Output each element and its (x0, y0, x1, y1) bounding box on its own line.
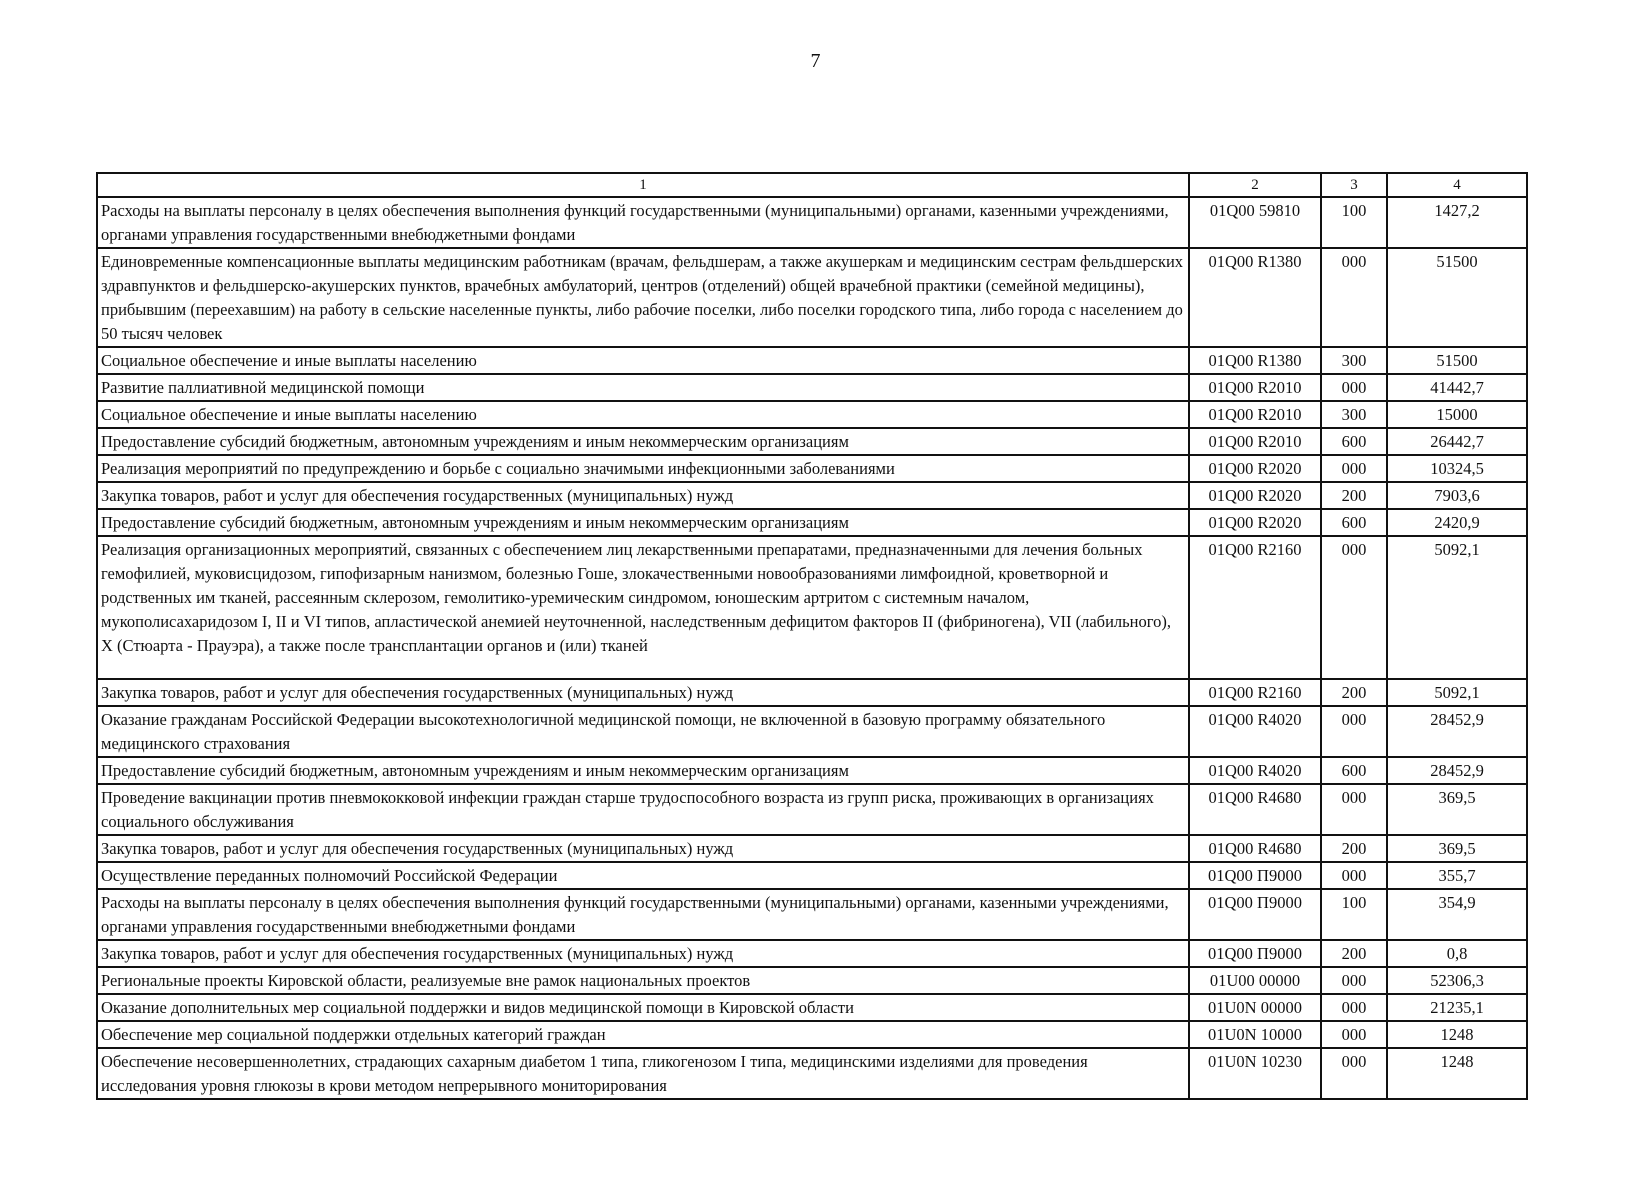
amount: 10324,5 (1387, 455, 1527, 482)
amount: 0,8 (1387, 940, 1527, 967)
budget-table (96, 172, 1528, 1100)
table-row (97, 536, 1527, 679)
amount: 369,5 (1387, 835, 1527, 862)
expense-name: Реализация организационных мероприятий, связанных с обеспечением лиц лекарственными препаратами, предназначенными для лечения больных гемофилией, муковисцидозом, гипофизарным нанизмом, болезнью Гоше, злокачественными новообразованиями лимфоидной, кроветворной и родственных им тканей, рассеянным склерозом, гемолитико-уремическим синдромом, юношеским артритом с системным началом, мукополисахаридозом I, II и VI типов, апластической анемией неуточненной, наследственным дефицитом факторов II (фибриногена), VII (лабильного), X (Стюарта - Прауэра), а также после трансплантации органов и (или) тканей (97, 536, 1189, 679)
amount: 28452,9 (1387, 757, 1527, 784)
amount: 51500 (1387, 347, 1527, 374)
expense-name: Расходы на выплаты персоналу в целях обеспечения выполнения функций государственными (муниципальными) органами, казенными учреждениями, органами управления государственными внебюджетными фондами (97, 889, 1189, 940)
amount: 21235,1 (1387, 994, 1527, 1021)
table-row (97, 1048, 1527, 1099)
expense-type-code: 000 (1321, 374, 1387, 401)
table-row (97, 455, 1527, 482)
target-article-code: 01Q00 R2160 (1189, 679, 1321, 706)
target-article-code: 01Q00 П9000 (1189, 862, 1321, 889)
expense-name: Предоставление субсидий бюджетным, автономным учреждениям и иным некоммерческим организациям (97, 509, 1189, 536)
expense-type-code: 000 (1321, 248, 1387, 347)
target-article-code: 01Q00 R4020 (1189, 757, 1321, 784)
expense-name: Закупка товаров, работ и услуг для обеспечения государственных (муниципальных) нужд (97, 940, 1189, 967)
expense-name: Закупка товаров, работ и услуг для обеспечения государственных (муниципальных) нужд (97, 835, 1189, 862)
amount: 41442,7 (1387, 374, 1527, 401)
expense-type-code: 600 (1321, 509, 1387, 536)
table-row (97, 374, 1527, 401)
expense-name: Социальное обеспечение и иные выплаты населению (97, 347, 1189, 374)
target-article-code: 01Q00 R2020 (1189, 455, 1321, 482)
target-article-code: 01U0N 00000 (1189, 994, 1321, 1021)
expense-type-code: 000 (1321, 706, 1387, 757)
expense-type-code: 200 (1321, 482, 1387, 509)
table-row (97, 706, 1527, 757)
target-article-code: 01Q00 П9000 (1189, 889, 1321, 940)
expense-type-code: 000 (1321, 784, 1387, 835)
table-row (97, 428, 1527, 455)
expense-name: Расходы на выплаты персоналу в целях обеспечения выполнения функций государственными (муниципальными) органами, казенными учреждениями, органами управления государственными внебюджетными фондами (97, 197, 1189, 248)
expense-name: Обеспечение мер социальной поддержки отдельных категорий граждан (97, 1021, 1189, 1048)
amount: 1427,2 (1387, 197, 1527, 248)
expense-name: Развитие паллиативной медицинской помощи (97, 374, 1189, 401)
table-row (97, 967, 1527, 994)
table-row (97, 940, 1527, 967)
expense-name: Социальное обеспечение и иные выплаты населению (97, 401, 1189, 428)
target-article-code: 01Q00 R2010 (1189, 428, 1321, 455)
amount: 52306,3 (1387, 967, 1527, 994)
target-article-code: 01Q00 R1380 (1189, 347, 1321, 374)
target-article-code: 01Q00 R2020 (1189, 509, 1321, 536)
expense-name: Проведение вакцинации против пневмококковой инфекции граждан старше трудоспособного возраста из групп риска, проживающих в организациях социального обслуживания (97, 784, 1189, 835)
table-row (97, 197, 1527, 248)
header-col-4: 4 (1387, 173, 1527, 197)
expense-type-code: 100 (1321, 889, 1387, 940)
amount: 5092,1 (1387, 679, 1527, 706)
expense-name: Закупка товаров, работ и услуг для обеспечения государственных (муниципальных) нужд (97, 679, 1189, 706)
amount: 51500 (1387, 248, 1527, 347)
target-article-code: 01Q00 R4680 (1189, 835, 1321, 862)
target-article-code: 01Q00 59810 (1189, 197, 1321, 248)
expense-name: Закупка товаров, работ и услуг для обеспечения государственных (муниципальных) нужд (97, 482, 1189, 509)
target-article-code: 01Q00 R1380 (1189, 248, 1321, 347)
expense-type-code: 000 (1321, 862, 1387, 889)
table-row (97, 835, 1527, 862)
header-col-1: 1 (97, 173, 1189, 197)
expense-type-code: 000 (1321, 455, 1387, 482)
amount: 5092,1 (1387, 536, 1527, 679)
amount: 26442,7 (1387, 428, 1527, 455)
expense-type-code: 200 (1321, 835, 1387, 862)
expense-type-code: 300 (1321, 347, 1387, 374)
expense-type-code: 200 (1321, 679, 1387, 706)
amount: 7903,6 (1387, 482, 1527, 509)
target-article-code: 01Q00 R2010 (1189, 401, 1321, 428)
table-row (97, 509, 1527, 536)
expense-name: Предоставление субсидий бюджетным, автономным учреждениям и иным некоммерческим организациям (97, 428, 1189, 455)
target-article-code: 01Q00 R2010 (1189, 374, 1321, 401)
amount: 354,9 (1387, 889, 1527, 940)
expense-type-code: 600 (1321, 757, 1387, 784)
target-article-code: 01Q00 П9000 (1189, 940, 1321, 967)
table-row (97, 401, 1527, 428)
expense-type-code: 000 (1321, 1021, 1387, 1048)
table-row (97, 889, 1527, 940)
header-col-3: 3 (1321, 173, 1387, 197)
table-header-row (97, 173, 1527, 197)
expense-type-code: 000 (1321, 967, 1387, 994)
page-number: 7 (810, 50, 821, 72)
target-article-code: 01Q00 R4680 (1189, 784, 1321, 835)
table-row (97, 679, 1527, 706)
expense-type-code: 000 (1321, 536, 1387, 679)
target-article-code: 01Q00 R2160 (1189, 536, 1321, 679)
table-row (97, 1021, 1527, 1048)
amount: 1248 (1387, 1021, 1527, 1048)
expense-name: Осуществление переданных полномочий Российской Федерации (97, 862, 1189, 889)
expense-type-code: 600 (1321, 428, 1387, 455)
expense-type-code: 300 (1321, 401, 1387, 428)
table-row (97, 862, 1527, 889)
target-article-code: 01U0N 10000 (1189, 1021, 1321, 1048)
table-row (97, 784, 1527, 835)
target-article-code: 01Q00 R2020 (1189, 482, 1321, 509)
amount: 1248 (1387, 1048, 1527, 1099)
target-article-code: 01U00 00000 (1189, 967, 1321, 994)
target-article-code: 01Q00 R4020 (1189, 706, 1321, 757)
table-row (97, 994, 1527, 1021)
expense-name: Оказание дополнительных мер социальной поддержки и видов медицинской помощи в Кировской области (97, 994, 1189, 1021)
table-row (97, 347, 1527, 374)
expense-name: Оказание гражданам Российской Федерации высокотехнологичной медицинской помощи, не включенной в базовую программу обязательного медицинского страхования (97, 706, 1189, 757)
amount: 369,5 (1387, 784, 1527, 835)
expense-name: Обеспечение несовершеннолетних, страдающих сахарным диабетом 1 типа, гликогенозом I типа, медицинскими изделиями для проведения исследования уровня глюкозы в крови методом непрерывного мониторирования (97, 1048, 1189, 1099)
amount: 355,7 (1387, 862, 1527, 889)
amount: 15000 (1387, 401, 1527, 428)
table-row (97, 248, 1527, 347)
table-row (97, 757, 1527, 784)
expense-type-code: 200 (1321, 940, 1387, 967)
expense-name: Региональные проекты Кировской области, реализуемые вне рамок национальных проектов (97, 967, 1189, 994)
header-col-2: 2 (1189, 173, 1321, 197)
expense-name: Единовременные компенсационные выплаты медицинским работникам (врачам, фельдшерам, а также акушеркам и медицинским сестрам фельдшерских здравпунктов и фельдшерско-акушерских пунктов, врачебных амбулаторий, центров (отделений) общей врачебной практики (семейной медицины), прибывшим (переехавшим) на работу в сельские населенные пункты, либо рабочие поселки, либо поселки городского типа, либо города с населением до 50 тысяч человек (97, 248, 1189, 347)
target-article-code: 01U0N 10230 (1189, 1048, 1321, 1099)
expense-type-code: 000 (1321, 1048, 1387, 1099)
expense-name: Предоставление субсидий бюджетным, автономным учреждениям и иным некоммерческим организациям (97, 757, 1189, 784)
expense-type-code: 000 (1321, 994, 1387, 1021)
amount: 28452,9 (1387, 706, 1527, 757)
expense-name: Реализация мероприятий по предупреждению и борьбе с социально значимыми инфекционными заболеваниями (97, 455, 1189, 482)
expense-type-code: 100 (1321, 197, 1387, 248)
amount: 2420,9 (1387, 509, 1527, 536)
table-row (97, 482, 1527, 509)
